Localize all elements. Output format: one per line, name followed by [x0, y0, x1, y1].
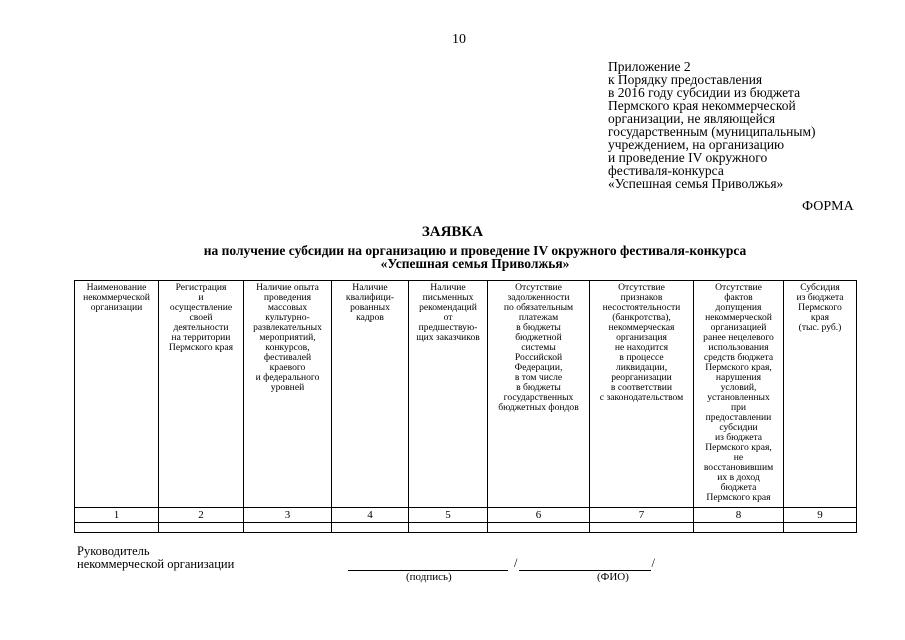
column-number: 6: [488, 508, 590, 523]
appendix-line: и проведение IV окружного: [608, 150, 768, 165]
appendix-line: организации, не являющейся: [608, 111, 776, 126]
full-name-field[interactable]: [519, 559, 651, 571]
table-row: [75, 523, 857, 533]
signature-separator: /: [651, 556, 655, 570]
appendix-line: Приложение 2: [608, 59, 691, 74]
table-cell[interactable]: [409, 523, 488, 533]
table-cell[interactable]: [75, 523, 159, 533]
table-cell[interactable]: [332, 523, 409, 533]
table-cell[interactable]: [694, 523, 784, 533]
signature-role-line-2: некоммерческой организации: [77, 557, 235, 571]
column-number: 5: [409, 508, 488, 523]
signature-block: [77, 545, 234, 571]
signature-role-line-1: Руководитель: [77, 544, 150, 558]
column-number: 8: [694, 508, 784, 523]
appendix-line: Пермского края некоммерческой: [608, 98, 796, 113]
subtitle-line-2: «Успешная семья Приволжья»: [380, 256, 570, 271]
table-cell[interactable]: [784, 523, 857, 533]
column-number: 2: [159, 508, 244, 523]
table-cell[interactable]: [488, 523, 590, 533]
column-header: Отсутствие фактов допущения некоммерческой организацией ранее нецелевого использования средств бюджета Пермского края, нарушения условий, установленных при предоставлении субсидии из бюджета Пермского края, не восстановившим их в доход бюджета Пермского края: [694, 281, 784, 508]
column-header: Регистрация и осуществление своей деятельности на территории Пермского края: [159, 281, 244, 508]
column-number-row: [75, 508, 857, 523]
document-title: ЗАЯВКА: [421, 224, 484, 240]
subtitle-line-1: на получение субсидии на организацию и проведение IV окружного фестиваля-конкурса: [203, 243, 747, 258]
appendix-line: «Успешная семья Приволжья»: [608, 176, 784, 191]
signature-caption: (подпись): [406, 571, 452, 583]
page-number: 10: [452, 32, 466, 47]
table-cell[interactable]: [159, 523, 244, 533]
signature-lines: [348, 556, 655, 571]
column-header: Отсутствие задолженности по обязательным платежам в бюджеты бюджетной системы Российской Федерации, в том числе в бюджеты государственных бюджетных фондов: [488, 281, 590, 508]
column-number: 9: [784, 508, 857, 523]
column-header: Наличие квалифици- рованных кадров: [332, 281, 409, 508]
form-label: ФОРМА: [802, 199, 854, 214]
column-number: 1: [75, 508, 159, 523]
column-number: 7: [590, 508, 694, 523]
column-header: Отсутствие признаков несостоятельности (банкротства), некоммерческая организация не находится в процессе ликвидации, реорганизации в соответствии с законодательством: [590, 281, 694, 508]
column-header: Субсидия из бюджета Пермского края (тыс. руб.): [784, 281, 857, 508]
appendix-line: государственным (муниципальным): [608, 124, 816, 139]
appendix-line: учреждением, на организацию: [608, 137, 785, 152]
column-number: 3: [244, 508, 332, 523]
appendix-line: в 2016 году субсидии из бюджета: [608, 85, 801, 100]
full-name-caption: (ФИО): [597, 571, 629, 583]
document-subtitle: [160, 244, 790, 270]
application-table: [74, 280, 857, 533]
signature-field[interactable]: [348, 559, 508, 571]
appendix-block: [608, 60, 815, 190]
signature-separator: /: [514, 556, 518, 570]
column-header: Наличие письменных рекомендаций от предшествую- щих заказчиков: [409, 281, 488, 508]
table-header-row: [75, 281, 857, 508]
appendix-line: к Порядку предоставления: [608, 72, 763, 87]
appendix-line: фестиваля-конкурса: [608, 163, 724, 178]
table-cell[interactable]: [590, 523, 694, 533]
table-cell[interactable]: [244, 523, 332, 533]
column-number: 4: [332, 508, 409, 523]
column-header: Наличие опыта проведения массовых культурно- развлекательных мероприятий, конкурсов, фестивалей краевого и федерального уровней: [244, 281, 332, 508]
column-header: Наименование некоммерческой организации: [75, 281, 159, 508]
